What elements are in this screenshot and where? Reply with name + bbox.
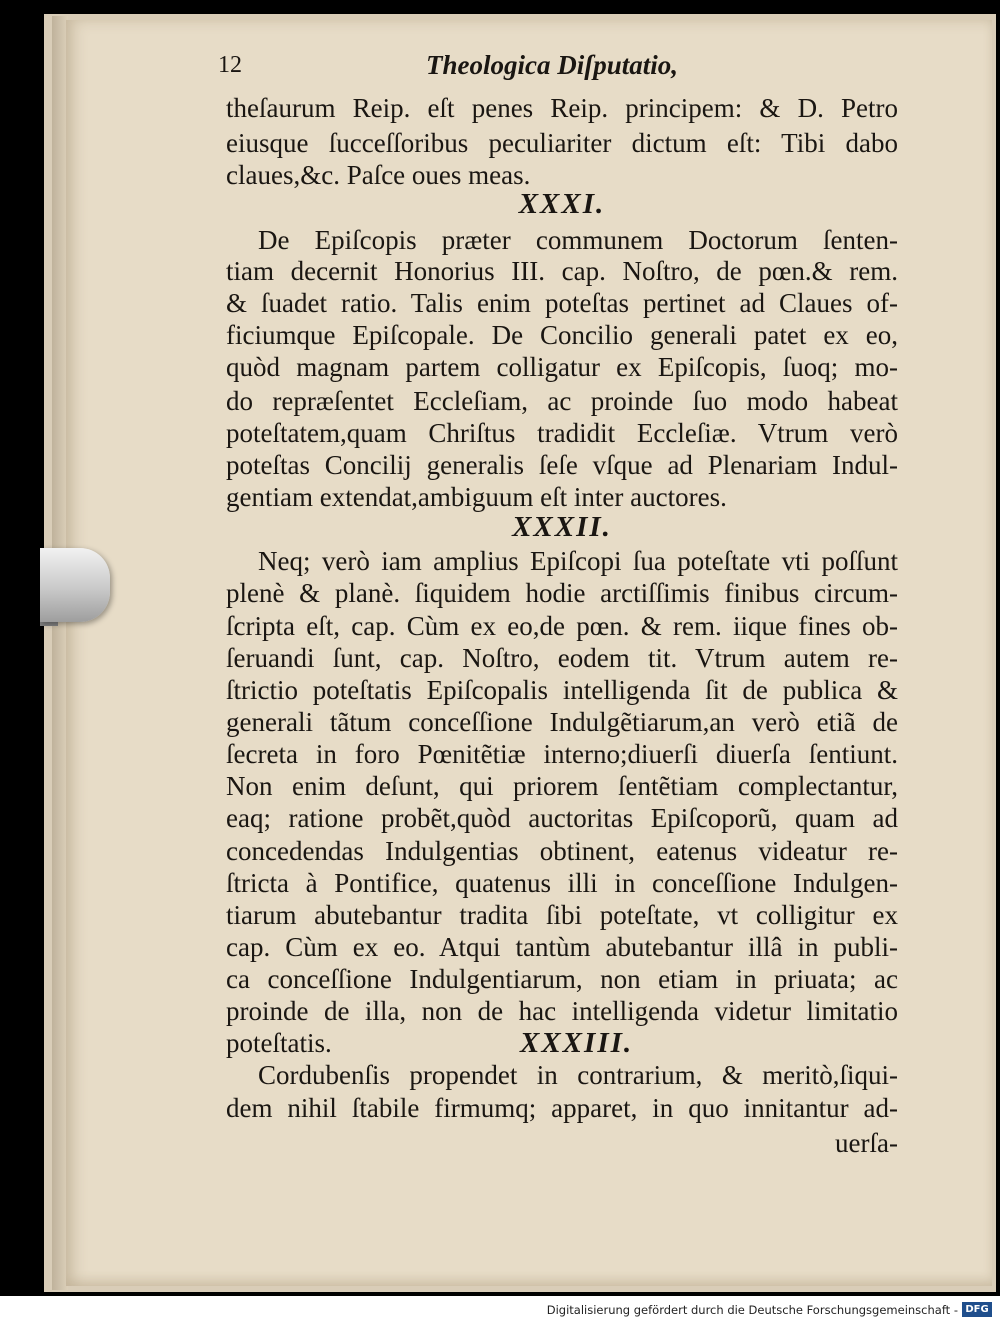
section-heading: XXXIII. [520,1027,634,1059]
text-line: tiarum abutebantur tradita ſibi poteſtate, vt colligitur ex [226,900,898,930]
catchword: uerſa- [835,1128,898,1158]
text-line: Non enim deſunt, qui priorem ſentẽtiam complectantur, [226,771,898,801]
text-line: plenè & planè. ſiquidem hodie arctiſſimis finibus circum- [226,578,898,608]
text-line: ſtrictio poteſtatis Epiſcopalis intelligenda ſit de publica & [226,675,898,705]
dfg-logo-icon: DFG [962,1302,992,1317]
text-line: cap. Cùm ex eo. Atqui tantùm abutebantur illâ in publi- [226,932,898,962]
text-line: tiam decernit Honorius III. cap. Noſtro, de pœn.& rem. [226,256,898,286]
text-line: ſeruandi ſunt, cap. Noſtro, eodem tit. Vtrum autem re- [226,643,898,673]
text-line: poteſtas Concilij generalis ſeſe vſque ad Plenariam Indul- [226,450,898,480]
text-line: Neq; verò iam amplius Epiſcopi ſua poteſtate vti poſſunt [258,546,898,576]
text-line: ſecreta in foro Pœnitẽtiæ interno;diuerſi diuerſa ſentiunt. [226,739,898,769]
binding-clip [40,548,110,622]
text-line: concedendas Indulgentias obtinent, eatenus videatur re- [226,836,898,866]
text-line: & ſuadet ratio. Talis enim poteſtas pertinet ad Claues of- [226,288,898,318]
text-line: ficiumque Epiſcopale. De Concilio generali patet ex eo, [226,320,898,350]
text-line: eaq; ratione probẽt,quòd auctoritas Epiſcoporũ, quam ad [226,803,898,833]
text-line: claues,&c. Paſce oues meas. [226,160,531,190]
text-line: ca conceſſione Indulgentiarum, non etiam in priuata; ac [226,964,898,994]
text-line: theſaurum Reip. eſt penes Reip. principem: & D. Petro [226,93,898,123]
funding-credit: Digitalisierung gefördert durch die Deutsche Forschungsgemeinschaft - [546,1303,958,1317]
text-line: ſcripta eſt, cap. Cùm ex eo,de pœn. & rem. iique fines ob- [226,611,898,641]
text-line: generali tãtum conceſſione Indulgẽtiarum,an verò etiã de [226,707,898,737]
section-heading: XXXII. [512,511,612,543]
text-line: gentiam extendat,ambiguum eſt inter auctores. [226,482,727,512]
text-line: proinde de illa, non de hac intelligenda videtur limitatio [226,996,898,1026]
text-line: poteſtatis. [226,1028,332,1058]
page-number: 12 [218,52,242,78]
text-line: De Epiſcopis præter communem Doctorum ſenten- [258,225,898,255]
running-title: Theologica Diſputatio, [426,50,678,80]
text-line: ſtricta à Pontifice, quatenus illi in conceſſione Indulgen- [226,868,898,898]
text-line: eiusque ſucceſſoribus peculiariter dictum eſt: Tibi dabo [226,128,898,158]
text-line: quòd magnam partem colligatur ex Epiſcopis, ſuoq; mo- [226,352,898,382]
text-line: poteſtatem,quam Chriſtus tradidit Eccleſiæ. Vtrum verò [226,418,898,448]
text-line: do repræſentet Eccleſiam, ac proinde ſuo modo habeat [226,386,898,416]
text-line: dem nihil ſtabile firmumq; apparet, in quo innitantur ad- [226,1093,898,1123]
text-line: Cordubenſis propendet in contrarium, & meritò,ſiqui- [258,1060,898,1090]
section-heading: XXXI. [518,188,606,220]
